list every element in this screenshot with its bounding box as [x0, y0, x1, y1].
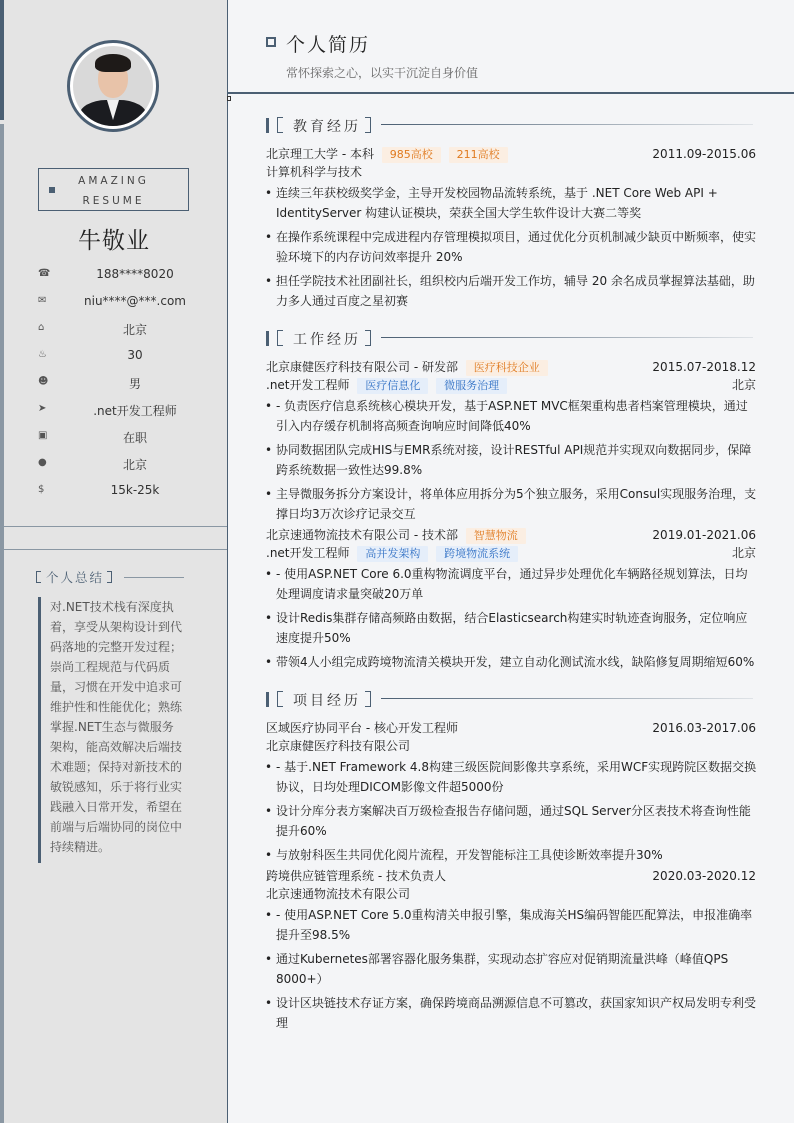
work-entry: [266, 526, 758, 672]
phone-icon: ☎: [38, 268, 51, 279]
sidebar-accent-bar-lower: [0, 124, 4, 1123]
list-item: • 连续三年获校级奖学金，主导开发校园物品流转系统，基于 .NET Core Web API + IdentityServer 构建认证模块，荣获全国大学生软件设计大赛二等奖: [266, 183, 758, 223]
role-tag: 微服务治理: [436, 378, 507, 394]
bracket-right-icon: [107, 571, 112, 583]
job-city: 北京: [731, 378, 756, 392]
info-row-age: [30, 345, 210, 372]
section-heading: [266, 690, 758, 710]
person-name: 牛敬业: [78, 228, 150, 254]
square-outline-icon: [266, 37, 276, 47]
role-tag: 高并发架构: [357, 546, 428, 562]
education-entry: [266, 145, 758, 311]
list-item: • 协同数据团队完成HIS与EMR系统对接，设计RESTful API规范并实现双向数据同步，保障跨系统数据一致性达99.8%: [266, 440, 758, 480]
info-email: niu****@***.com: [84, 294, 186, 308]
job-city: 北京: [731, 546, 756, 560]
project-name: 跨境供应链管理系统 - 技术负责人: [266, 869, 446, 883]
info-gender: 男: [128, 377, 141, 391]
info-row-position: [30, 399, 210, 426]
work-period: 2015.07-2018.12: [652, 360, 756, 374]
info-row-residence: [30, 318, 210, 345]
company-tag: 智慧物流: [466, 528, 526, 544]
bracket-left-icon: [36, 571, 41, 583]
money-icon: $: [38, 484, 45, 495]
info-row-salary: [30, 480, 210, 507]
project-company: 北京速通物流技术有限公司: [266, 887, 411, 901]
company-name: 北京速通物流技术有限公司 - 技术部: [266, 528, 458, 542]
work-entry: [266, 358, 758, 524]
bracket-left-icon: [277, 117, 283, 133]
sidebar: [0, 0, 228, 1123]
info-age: 30: [127, 348, 143, 362]
work-period: 2019.01-2021.06: [652, 528, 756, 542]
list-item: • 带领4人小组完成跨境物流清关模块开发，建立自动化测试流水线，缺陷修复周期缩短60%: [266, 652, 758, 672]
job-role: .net开发工程师: [266, 378, 350, 392]
divider: [4, 526, 227, 527]
info-residence: 北京: [122, 323, 147, 337]
bracket-right-icon: [365, 330, 371, 346]
projects-section: [266, 690, 758, 1030]
bracket-left-icon: [277, 330, 283, 346]
project-name: 区域医疗协同平台 - 核心开发工程师: [266, 721, 458, 735]
info-row-status: [30, 426, 210, 453]
info-row-gender: [30, 372, 210, 399]
square-bullet-icon: [49, 187, 55, 193]
avatar: [67, 40, 159, 132]
info-city: 北京: [122, 458, 147, 472]
mail-icon: ✉: [38, 295, 47, 306]
bracket-right-icon: [365, 691, 371, 707]
page-subtitle: 常怀探索之心，以实干沉淀自身价值: [286, 66, 479, 80]
list-item: • - 基于.NET Framework 4.8构建三级医院间影像共享系统，采用WCF实现跨院区数据交换协议，日均处理DICOM影像文件超5000份: [266, 757, 758, 797]
list-item: • 设计Redis集群存储高频路由数据，结合Elasticsearch构建实时轨迹查询服务，定位响应速度提升50%: [266, 608, 758, 648]
list-item: • 主导微服务拆分方案设计，将单体应用拆分为5个独立服务，采用Consul实现服务治理，支撑日均3万次诊疗记录交互: [266, 484, 758, 524]
education-section: [266, 116, 758, 308]
section-heading: [266, 329, 758, 349]
summary-title: 个人总结: [46, 570, 105, 585]
avatar-photo: [73, 46, 153, 126]
role-tag: 医疗信息化: [357, 378, 428, 394]
list-item: • 担任学院技术社团副社长，组织校内后端开发工作坊，辅导 20 余名成员掌握算法基础，助力多人通过百度之星初赛: [266, 271, 758, 311]
cake-icon: ♨: [38, 349, 47, 360]
info-status: 在职: [122, 431, 147, 445]
role-tag: 跨境物流系统: [436, 546, 518, 562]
list-item: • 设计分库分表方案解决百万级检查报告存储问题，通过SQL Server分区表技术将查询性能提升60%: [266, 801, 758, 841]
school-tag: 211高校: [449, 147, 508, 163]
list-item: • - 使用ASP.NET Core 5.0重构清关申报引擎，集成海关HS编码智能匹配算法，申报准确率提升至98.5%: [266, 905, 758, 945]
location-pin-icon: ●: [38, 457, 47, 468]
resume-tag-line2: RESUME: [82, 195, 145, 207]
list-item: • 与放射科医生共同优化阅片流程，开发智能标注工具使诊断效率提升30%: [266, 845, 758, 865]
summary-heading: [36, 568, 112, 586]
section-title: 工作经历: [293, 332, 361, 348]
section-title: 教育经历: [293, 119, 361, 135]
company-name: 北京康健医疗科技有限公司 - 研发部: [266, 360, 458, 374]
bracket-left-icon: [277, 691, 283, 707]
info-row-email: [30, 291, 210, 318]
info-phone: 188****8020: [96, 267, 174, 281]
bracket-right-icon: [365, 117, 371, 133]
sidebar-accent-bar: [0, 0, 4, 120]
list-item: • 在操作系统课程中完成进程内存管理模拟项目，通过优化分页机制减少缺页中断频率，使实验环境下的内存访问效率提升 20%: [266, 227, 758, 267]
work-section: [266, 329, 758, 669]
section-heading: [266, 116, 758, 136]
person-icon: ☻: [38, 376, 49, 387]
project-company: 北京康健医疗科技有限公司: [266, 739, 411, 753]
project-entry: [266, 719, 758, 865]
resume-tag-line1: AMAZING: [78, 175, 149, 187]
job-role: .net开发工程师: [266, 546, 350, 560]
resume-tag-box: [38, 168, 189, 211]
header-divider: [228, 92, 794, 94]
project-entry: [266, 867, 758, 1033]
school-tag: 985高校: [382, 147, 441, 163]
divider: [4, 549, 227, 550]
info-position: .net开发工程师: [93, 404, 177, 418]
send-icon: ➤: [38, 403, 47, 414]
contact-info-list: [30, 264, 210, 507]
list-item: • - 使用ASP.NET Core 6.0重构物流调度平台，通过异步处理优化车辆路径规划算法，日均处理调度请求量突破20万单: [266, 564, 758, 604]
briefcase-icon: ▣: [38, 430, 48, 441]
small-square-icon: [227, 96, 231, 101]
page-title: 个人简历: [286, 34, 371, 56]
info-row-city: [30, 453, 210, 480]
school-name: 北京理工大学 - 本科: [266, 147, 374, 161]
company-tag: 医疗科技企业: [466, 360, 548, 376]
list-item: • 设计区块链技术存证方案，确保跨境商品溯源信息不可篡改，获国家知识产权局发明专利受理: [266, 993, 758, 1033]
summary-text: 对.NET技术栈有深度执着，享受从架构设计到代码落地的完整开发过程；崇尚工程规范与代码质量，习惯在开发中追求可维护性和性能优化；熟练掌握.NET生态与微服务架构，能高效解决后端技术难题；保持对新技术的敏锐感知，乐于将行业实践融入日常开发，希望在前端与后端协同的岗位中持续精进。: [38, 597, 184, 863]
education-period: 2011.09-2015.06: [652, 147, 756, 161]
project-period: 2020.03-2020.12: [652, 869, 756, 883]
list-item: • 通过Kubernetes部署容器化服务集群，实现动态扩容应对促销期流量洪峰（峰值QPS 8000+）: [266, 949, 758, 989]
project-period: 2016.03-2017.06: [652, 721, 756, 735]
list-item: • - 负责医疗信息系统核心模块开发，基于ASP.NET MVC框架重构患者档案管理模块，通过引入内存缓存机制将高频查询响应时间降低40%: [266, 396, 758, 436]
home-icon: ⌂: [38, 322, 45, 333]
info-salary: 15k-25k: [110, 483, 160, 497]
divider: [124, 577, 184, 578]
info-row-phone: [30, 264, 210, 291]
section-title: 项目经历: [293, 693, 361, 709]
major: 计算机科学与技术: [266, 165, 363, 179]
